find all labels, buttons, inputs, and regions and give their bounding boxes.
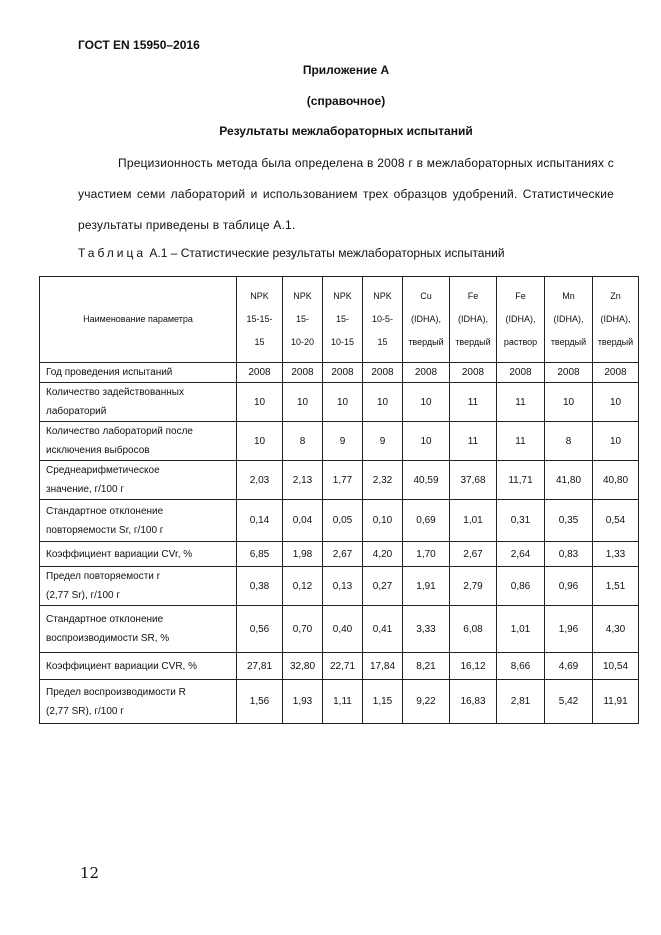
table-cell: 11 xyxy=(497,383,545,422)
results-table xyxy=(39,276,639,724)
column-header-line: 15 xyxy=(377,337,388,347)
table-cell: 4,30 xyxy=(593,606,639,653)
table-cell: 22,71 xyxy=(323,653,363,680)
table-cell: 2008 xyxy=(450,363,497,383)
table-cell: 0,10 xyxy=(363,500,403,542)
table-row xyxy=(40,680,639,724)
row-label-line: Предел повторяемости r xyxy=(46,571,161,582)
table-cell: 2,79 xyxy=(450,567,497,606)
table-cell: 0,54 xyxy=(593,500,639,542)
table-cell: 0,14 xyxy=(237,500,283,542)
column-header-line: (IDHA), xyxy=(458,314,488,324)
table-cell: 11,91 xyxy=(593,680,639,724)
table-row xyxy=(40,363,639,383)
table-cell: 9 xyxy=(323,422,363,461)
column-header-line: (IDHA), xyxy=(600,314,631,324)
column-header-line: твердый xyxy=(597,337,634,347)
row-label-line: Коэффициент вариации CVr, % xyxy=(46,548,193,560)
column-header-line: 15 xyxy=(254,337,265,347)
row-label-line: Количество лабораторий после xyxy=(46,426,193,437)
column-header-line: 10-20 xyxy=(290,337,315,347)
table-cell: 8,21 xyxy=(403,653,450,680)
row-label-line: Среднеарифметическое xyxy=(46,465,160,476)
table-cell: 40,80 xyxy=(593,461,639,500)
table-cell: 2008 xyxy=(593,363,639,383)
table-cell: 1,33 xyxy=(593,542,639,567)
table-cell: 0,56 xyxy=(237,606,283,653)
appendix-type: (справочное) xyxy=(306,94,386,108)
row-label-line: (2,77 SR), г/100 г xyxy=(46,705,124,717)
row-label-line: воспроизводимости SR, % xyxy=(46,633,170,644)
row-label xyxy=(40,383,237,422)
table-cell: 1,51 xyxy=(593,567,639,606)
table-cell: 17,84 xyxy=(363,653,403,680)
table-cell: 1,01 xyxy=(497,606,545,653)
column-header xyxy=(323,277,363,363)
table-cell: 1,56 xyxy=(237,680,283,724)
row-label xyxy=(40,422,237,461)
row-label-line: (2,77 Sr), г/100 г xyxy=(46,590,120,601)
table-cell: 0,35 xyxy=(545,500,593,542)
table-header-row xyxy=(40,277,639,363)
table-row xyxy=(40,422,639,461)
table-cell: 16,12 xyxy=(450,653,497,680)
table-cell: 1,11 xyxy=(323,680,363,724)
column-header-line: 10-5- xyxy=(371,314,393,324)
table-cell: 11 xyxy=(497,422,545,461)
table-cell: 1,96 xyxy=(545,606,593,653)
table-cell: 11 xyxy=(450,383,497,422)
column-header-line: 15-15- xyxy=(246,314,273,324)
table-cell: 32,80 xyxy=(283,653,323,680)
table-cell: 10 xyxy=(403,383,450,422)
table-cell: 2,13 xyxy=(283,461,323,500)
table-cell: 0,38 xyxy=(237,567,283,606)
table-cell: 8,66 xyxy=(497,653,545,680)
row-label-line: Коэффициент вариации CVR, % xyxy=(46,660,197,672)
table-cell: 9 xyxy=(363,422,403,461)
column-header-line: NPK xyxy=(293,291,312,301)
column-header xyxy=(545,277,593,363)
table-cell: 40,59 xyxy=(403,461,450,500)
column-header-line: Fe xyxy=(467,291,479,301)
table-cell: 8 xyxy=(545,422,593,461)
table-cell: 0,40 xyxy=(323,606,363,653)
table-cell: 10 xyxy=(237,422,283,461)
table-cell: 37,68 xyxy=(450,461,497,500)
column-header xyxy=(363,277,403,363)
column-header-line: NPK xyxy=(250,291,269,301)
column-header-line: (IDHA), xyxy=(505,314,536,324)
table-caption xyxy=(78,246,505,260)
table-cell: 1,98 xyxy=(283,542,323,567)
table-cell: 8 xyxy=(283,422,323,461)
table-row xyxy=(40,653,639,680)
table-cell: 2008 xyxy=(323,363,363,383)
column-header-line: раствор xyxy=(503,337,538,347)
table-cell: 1,70 xyxy=(403,542,450,567)
table-cell: 10 xyxy=(545,383,593,422)
table-row xyxy=(40,567,639,606)
table-cell: 16,83 xyxy=(450,680,497,724)
column-header-line: (IDHA), xyxy=(553,314,584,324)
table-cell: 10 xyxy=(363,383,403,422)
column-header xyxy=(593,277,639,363)
table-cell: 4,20 xyxy=(363,542,403,567)
row-label-line: Год проведения испытаний xyxy=(46,367,173,378)
row-label-line: повторяемости Sr, г/100 г xyxy=(46,524,164,536)
table-cell: 0,86 xyxy=(497,567,545,606)
page-number: 12 xyxy=(80,864,100,882)
table-cell: 2,32 xyxy=(363,461,403,500)
column-header-line: Mn xyxy=(562,291,575,301)
row-label-line: лабораторий xyxy=(46,406,107,417)
table-cell: 10 xyxy=(403,422,450,461)
row-label xyxy=(40,567,237,606)
column-header-line: NPK xyxy=(373,291,392,301)
table-cell: 10 xyxy=(283,383,323,422)
table-cell: 2,67 xyxy=(450,542,497,567)
table-cell: 10 xyxy=(593,383,639,422)
table-cell: 10,54 xyxy=(593,653,639,680)
table-cell: 1,77 xyxy=(323,461,363,500)
table-cell: 0,04 xyxy=(283,500,323,542)
column-header-line: 15- xyxy=(295,314,309,324)
table-cell: 11,71 xyxy=(497,461,545,500)
table-cell: 10 xyxy=(237,383,283,422)
table-cell: 11 xyxy=(450,422,497,461)
table-cell: 2008 xyxy=(545,363,593,383)
section-title: Результаты межлабораторных испытаний xyxy=(219,124,473,138)
table-cell: 1,01 xyxy=(450,500,497,542)
table-cell: 27,81 xyxy=(237,653,283,680)
table-row xyxy=(40,606,639,653)
table-cell: 2008 xyxy=(497,363,545,383)
table-row xyxy=(40,542,639,567)
table-cell: 10 xyxy=(323,383,363,422)
row-label xyxy=(40,363,237,383)
row-label-line: исключения выбросов xyxy=(46,445,150,456)
column-header-line: 15- xyxy=(335,314,349,324)
column-header-line: твердый xyxy=(550,337,587,347)
table-cell: 5,42 xyxy=(545,680,593,724)
table-cell: 6,85 xyxy=(237,542,283,567)
table-cell: 2008 xyxy=(363,363,403,383)
row-label xyxy=(40,653,237,680)
table-cell: 10 xyxy=(593,422,639,461)
table-cell: 2,03 xyxy=(237,461,283,500)
table-cell: 4,69 xyxy=(545,653,593,680)
table-cell: 0,05 xyxy=(323,500,363,542)
intro-paragraph: Прецизионность метода была определена в 2008 г в межлабораторных испытаниях с участием семи лабораторий и использованием трех образцов удобрений. Статистические результаты приведены в таблице А.1. xyxy=(78,156,614,232)
column-header-line: Fe xyxy=(515,291,526,301)
row-label-line: Количество задействованных xyxy=(46,387,184,398)
table-cell: 0,83 xyxy=(545,542,593,567)
column-header-line: 10-15 xyxy=(330,337,355,347)
row-label-line: Стандартное отклонение xyxy=(46,505,164,517)
column-header-parameter: Наименование параметра xyxy=(40,277,237,363)
table-cell: 0,12 xyxy=(283,567,323,606)
row-label-line: Стандартное отклонение xyxy=(46,614,164,625)
row-label xyxy=(40,500,237,542)
table-row xyxy=(40,461,639,500)
row-label xyxy=(40,680,237,724)
table-cell: 0,96 xyxy=(545,567,593,606)
row-label xyxy=(40,461,237,500)
document-standard-code: ГОСТ EN 15950–2016 xyxy=(78,38,200,52)
column-header xyxy=(497,277,545,363)
column-header-line: (IDHA), xyxy=(411,314,441,324)
table-cell: 6,08 xyxy=(450,606,497,653)
column-header xyxy=(403,277,450,363)
table-cell: 2008 xyxy=(237,363,283,383)
column-header-line: твердый xyxy=(408,337,444,347)
table-cell: 0,69 xyxy=(403,500,450,542)
table-cell: 1,15 xyxy=(363,680,403,724)
row-label-line: Предел воспроизводимости R xyxy=(46,686,186,698)
table-cell: 2008 xyxy=(403,363,450,383)
table-cell: 1,91 xyxy=(403,567,450,606)
row-label-line: значение, г/100 г xyxy=(46,484,124,495)
table-cell: 3,33 xyxy=(403,606,450,653)
appendix-title: Приложение А xyxy=(302,63,390,77)
table-cell: 0,27 xyxy=(363,567,403,606)
column-header xyxy=(237,277,283,363)
table-row xyxy=(40,383,639,422)
table-caption-rest: А.1 – Статистические результаты межлабораторных испытаний xyxy=(146,246,505,260)
column-header-line: Zn xyxy=(610,291,621,301)
table-row xyxy=(40,500,639,542)
row-label xyxy=(40,606,237,653)
table-cell: 9,22 xyxy=(403,680,450,724)
column-header xyxy=(283,277,323,363)
table-cell: 0,31 xyxy=(497,500,545,542)
table-cell: 2,64 xyxy=(497,542,545,567)
row-label xyxy=(40,542,237,567)
column-header-line: твердый xyxy=(455,337,491,347)
table-cell: 1,93 xyxy=(283,680,323,724)
table-cell: 0,70 xyxy=(283,606,323,653)
table-cell: 2008 xyxy=(283,363,323,383)
column-header-line: NPK xyxy=(333,291,352,301)
column-header xyxy=(450,277,497,363)
table-cell: 0,41 xyxy=(363,606,403,653)
table-cell: 2,67 xyxy=(323,542,363,567)
table-caption-prefix: Таблица xyxy=(78,246,147,260)
table-cell: 2,81 xyxy=(497,680,545,724)
table-cell: 41,80 xyxy=(545,461,593,500)
column-header-line: Cu xyxy=(420,291,432,301)
table-cell: 0,13 xyxy=(323,567,363,606)
